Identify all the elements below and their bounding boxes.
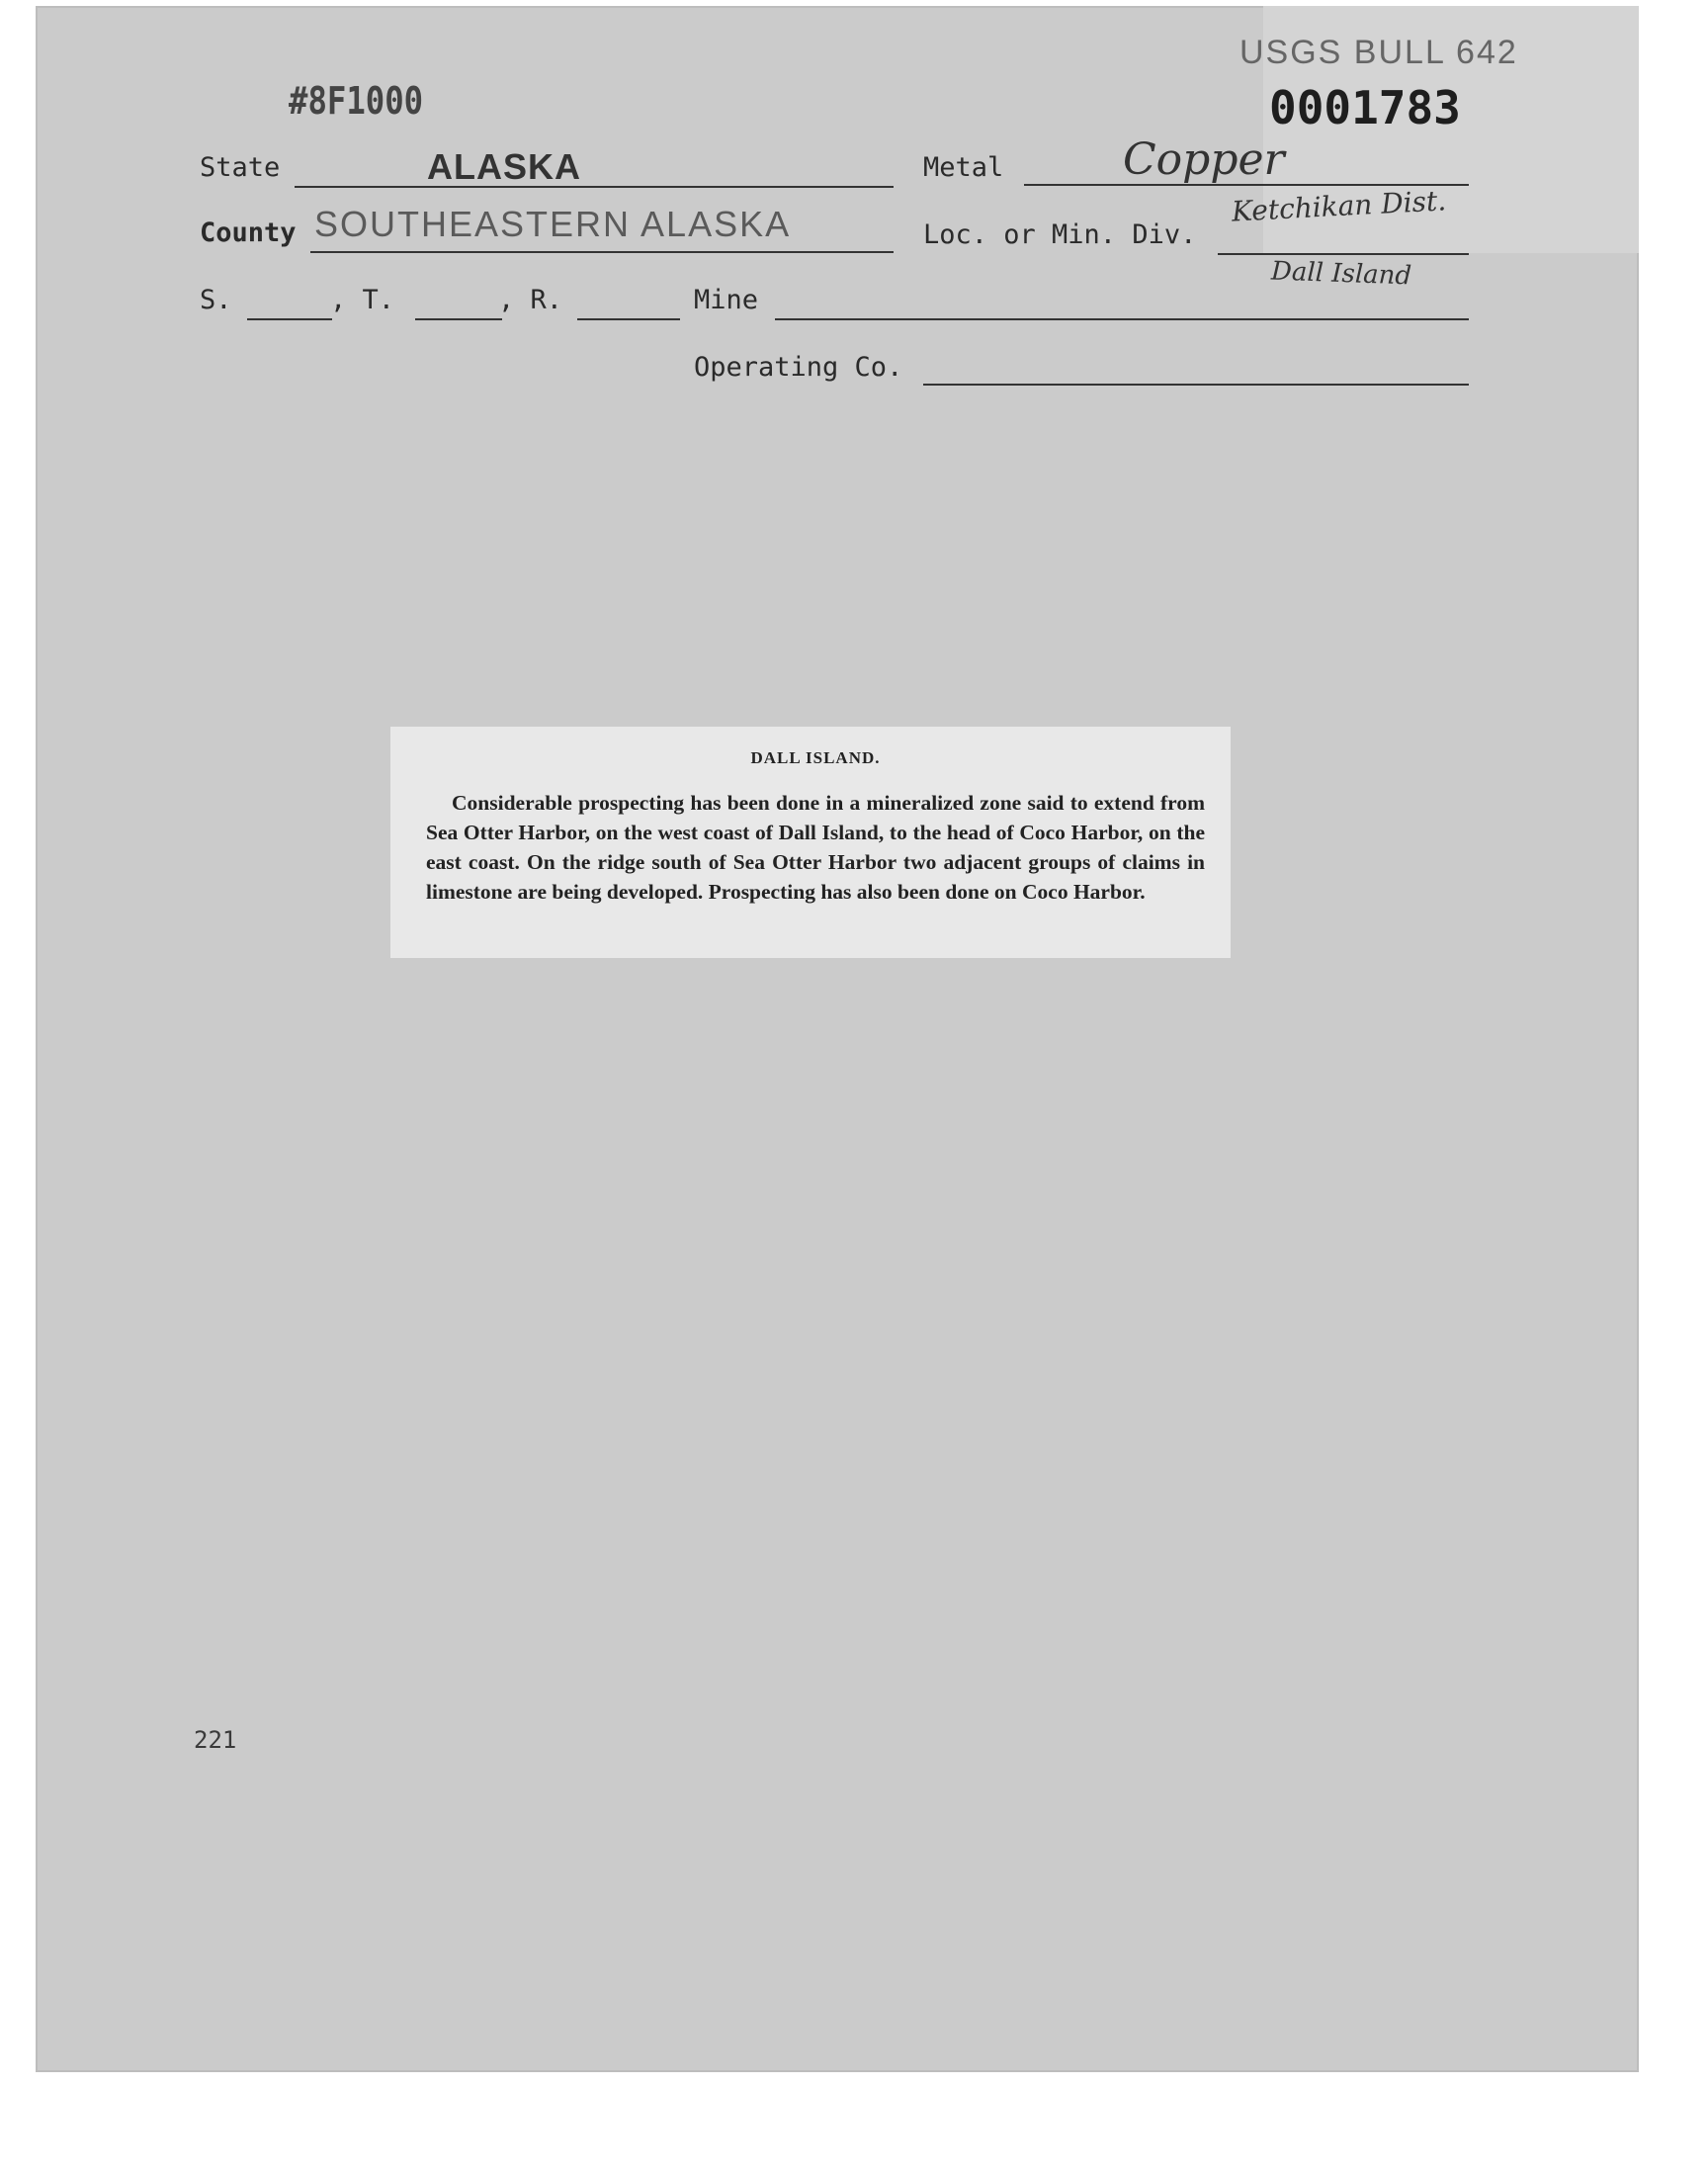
section-blank: [247, 318, 332, 320]
county-underline: [310, 251, 894, 253]
clipping-body: Considerable prospecting has been done in a mineralized zone said to extend from Sea Otter Harbor, on the west coast of Dall Island, to the head of Coco Harbor, on the east coast. On the ridge south of Sea Otter Harbor two adjacent groups of claims in limestone are being developed. Prospecting has also been done on Coco Harbor.: [426, 791, 1205, 904]
range-label: , R.: [498, 285, 563, 315]
county-label: County: [200, 218, 297, 248]
county-value: SOUTHEASTERN ALASKA: [314, 204, 792, 244]
operating-underline: [923, 384, 1469, 386]
state-value: ALASKA: [427, 146, 581, 187]
mine-label: Mine: [694, 285, 759, 315]
record-number-stamp: #8F1000: [289, 79, 424, 123]
loc-value-island: Dall Island: [1270, 256, 1412, 292]
township-blank: [415, 318, 502, 320]
metal-label: Metal: [923, 152, 1004, 183]
page-number: 221: [194, 1726, 237, 1754]
state-underline: [295, 186, 894, 188]
serial-number-stamp: 0001783: [1269, 81, 1461, 134]
range-blank: [577, 318, 680, 320]
loc-value-district: Ketchikan Dist.: [1231, 184, 1447, 228]
loc-label: Loc. or Min. Div.: [923, 219, 1197, 250]
section-label: S.: [200, 285, 232, 315]
record-card: [36, 6, 1639, 2072]
metal-value: Copper: [1123, 134, 1285, 185]
loc-underline: [1218, 253, 1469, 255]
clipping-title: DALL ISLAND.: [750, 748, 881, 767]
report-clipping: [390, 727, 1231, 958]
mine-underline: [775, 318, 1469, 320]
operating-label: Operating Co.: [694, 352, 903, 383]
state-label: State: [200, 152, 281, 183]
township-label: , T.: [330, 285, 395, 315]
source-stamp: USGS BULL 642: [1239, 34, 1518, 71]
